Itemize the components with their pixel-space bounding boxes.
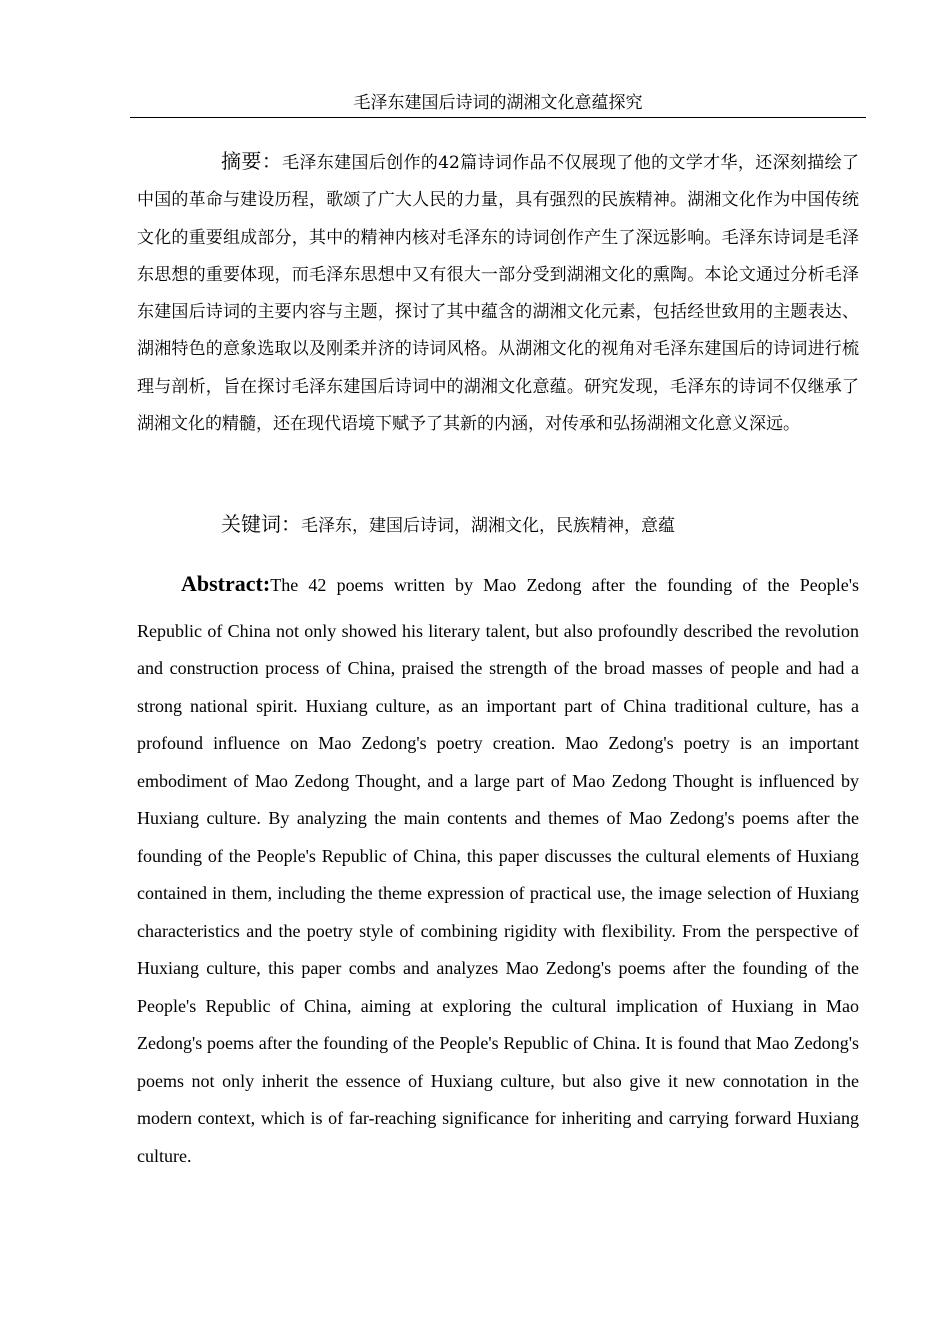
running-header (130, 90, 866, 118)
chinese-keywords (137, 506, 859, 544)
english-abstract-first-line-text: The 42 poems written by Mao Zedong after the founding of the People's (270, 575, 859, 595)
english-abstract-text: Republic of China not only showed his literary talent, but also profoundly described the revolution and construction process of China, praised the strength of the broad masses of people and had a strong national spirit. Huxiang culture, as an important part of China traditional culture, has a profound influence on Mao Zedong's poetry creation. Mao Zedong's poetry is an important embodiment of Mao Zedong Thought, and a large part of Mao Zedong Thought is influenced by Huxiang culture. By analyzing the main contents and themes of Mao Zedong's poems after the founding of the People's Republic of China, this paper discusses the cultural elements of Huxiang contained in them, including the theme expression of practical use, the image selection of Huxiang characteristics and the poetry style of combining rigidity with flexibility. From the perspective of Huxiang culture, this paper combs and analyzes Mao Zedong's poems after the founding of the People's Republic of China, aiming at exploring the cultural implication of Huxiang in Mao Zedong's poems after the founding of the People's Republic of China. It is found that Mao Zedong's poems not only inherit the essence of Huxiang culture, but also give it new connotation in the modern context, which is of far-reaching significance for inheriting and carrying forward Huxiang culture. (137, 620, 859, 1166)
english-abstract-first-line (137, 565, 859, 605)
chinese-abstract-label: 摘要： (221, 149, 283, 173)
chinese-keywords-text: 毛泽东，建国后诗词，湖湘文化，民族精神，意蕴 (301, 516, 675, 536)
chinese-keywords-label: 关键词： (221, 512, 301, 536)
english-abstract (137, 565, 859, 1175)
chinese-abstract-text: 毛泽东建国后创作的42篇诗词作品不仅展现了他的文学才华，还深刻描绘了中国的革命与建设历程，歌颂了广大人民的力量，具有强烈的民族精神。湖湘文化作为中国传统文化的重要组成部分，其中的精神内核对毛泽东的诗词创作产生了深远影响。毛泽东诗词是毛泽东思想的重要体现，而毛泽东思想中又有很大一部分受到湖湘文化的熏陶。本论文通过分析毛泽东建国后诗词的主要内容与主题，探讨了其中蕴含的湖湘文化元素，包括经世致用的主题表达、湖湘特色的意象选取以及刚柔并济的诗词风格。从湖湘文化的视角对毛泽东建国后的诗词进行梳理与剖析，旨在探讨毛泽东建国后诗词中的湖湘文化意蕴。研究发现，毛泽东的诗词不仅继承了湖湘文化的精髓，还在现代语境下赋予了其新的内涵，对传承和弘扬湖湘文化意义深远。 (137, 153, 859, 435)
header-title: 毛泽东建国后诗词的湖湘文化意蕴探究 (353, 93, 643, 113)
english-abstract-label: Abstract: (181, 571, 271, 596)
chinese-abstract (137, 143, 859, 443)
